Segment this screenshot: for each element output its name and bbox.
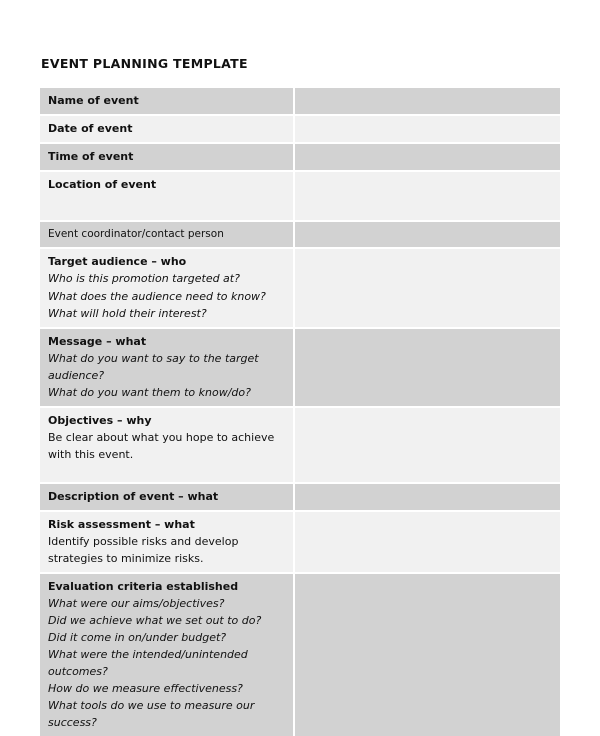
- row-line: What were the intended/unintended outcomes?: [48, 648, 248, 679]
- answer-cell[interactable]: [295, 329, 560, 406]
- row-line: Be clear about what you hope to achieve with this event.: [48, 430, 275, 461]
- table-row: [40, 484, 560, 510]
- table-row: [40, 144, 560, 170]
- answer-cell[interactable]: [295, 88, 560, 114]
- question-cell: [40, 116, 293, 142]
- row-line: What were our aims/objectives?: [48, 597, 225, 611]
- table-row: [40, 116, 560, 142]
- row-line: What tools do we use to measure our success?: [48, 699, 255, 730]
- row-line: What does the audience need to know?: [48, 289, 266, 303]
- answer-cell[interactable]: [295, 249, 560, 326]
- question-cell: [40, 484, 293, 510]
- row-heading: Evaluation criteria established: [48, 579, 239, 593]
- table-row: [40, 512, 560, 572]
- template-table: [40, 88, 560, 736]
- question-cell: [40, 512, 293, 572]
- row-lines: [48, 595, 283, 731]
- row-heading: Message – what: [48, 334, 147, 348]
- table-row: [40, 574, 560, 736]
- row-line: Did it come in on/under budget?: [48, 631, 227, 645]
- answer-cell[interactable]: [295, 222, 560, 247]
- table-row: [40, 172, 560, 220]
- question-cell: [40, 249, 293, 326]
- table-row: [40, 249, 560, 326]
- row-lines: [48, 350, 283, 401]
- row-line: Did we achieve what we set out to do?: [48, 614, 262, 628]
- question-cell: [40, 172, 293, 220]
- table-row: [40, 222, 560, 247]
- row-lines: [48, 533, 283, 567]
- page-title: EVENT PLANNING TEMPLATE: [41, 56, 248, 71]
- row-lines: [48, 429, 283, 463]
- row-heading: Objectives – why: [48, 413, 152, 427]
- row-line: What will hold their interest?: [48, 306, 207, 320]
- row-line: How do we measure effectiveness?: [48, 682, 243, 696]
- row-heading: Name of event: [48, 94, 139, 107]
- row-line: What do you want them to know/do?: [48, 385, 251, 399]
- table-row: [40, 88, 560, 114]
- answer-cell[interactable]: [295, 172, 560, 220]
- answer-cell[interactable]: [295, 144, 560, 170]
- question-cell: [40, 329, 293, 406]
- answer-cell[interactable]: [295, 512, 560, 572]
- question-cell: [40, 88, 293, 114]
- table-row: [40, 329, 560, 406]
- row-heading: Description of event – what: [48, 489, 219, 503]
- row-heading: Time of event: [48, 150, 134, 164]
- row-heading: Location of event: [48, 178, 157, 192]
- row-heading: Risk assessment – what: [48, 517, 195, 531]
- answer-cell[interactable]: [295, 484, 560, 510]
- answer-cell[interactable]: [295, 408, 560, 482]
- question-cell: [40, 408, 293, 482]
- row-lines: [48, 270, 283, 321]
- question-cell: [40, 574, 293, 736]
- answer-cell[interactable]: [295, 574, 560, 736]
- row-line: Identify possible risks and develop strategies to minimize risks.: [48, 534, 239, 565]
- question-cell: [40, 222, 293, 247]
- row-heading: Event coordinator/contact person: [48, 228, 224, 241]
- row-line: Who is this promotion targeted at?: [48, 272, 240, 286]
- row-line: What do you want to say to the target audience?: [48, 351, 259, 382]
- row-heading: Target audience – who: [48, 255, 187, 269]
- answer-cell[interactable]: [295, 116, 560, 142]
- row-heading: Date of event: [48, 122, 133, 136]
- question-cell: [40, 144, 293, 170]
- table-row: [40, 408, 560, 482]
